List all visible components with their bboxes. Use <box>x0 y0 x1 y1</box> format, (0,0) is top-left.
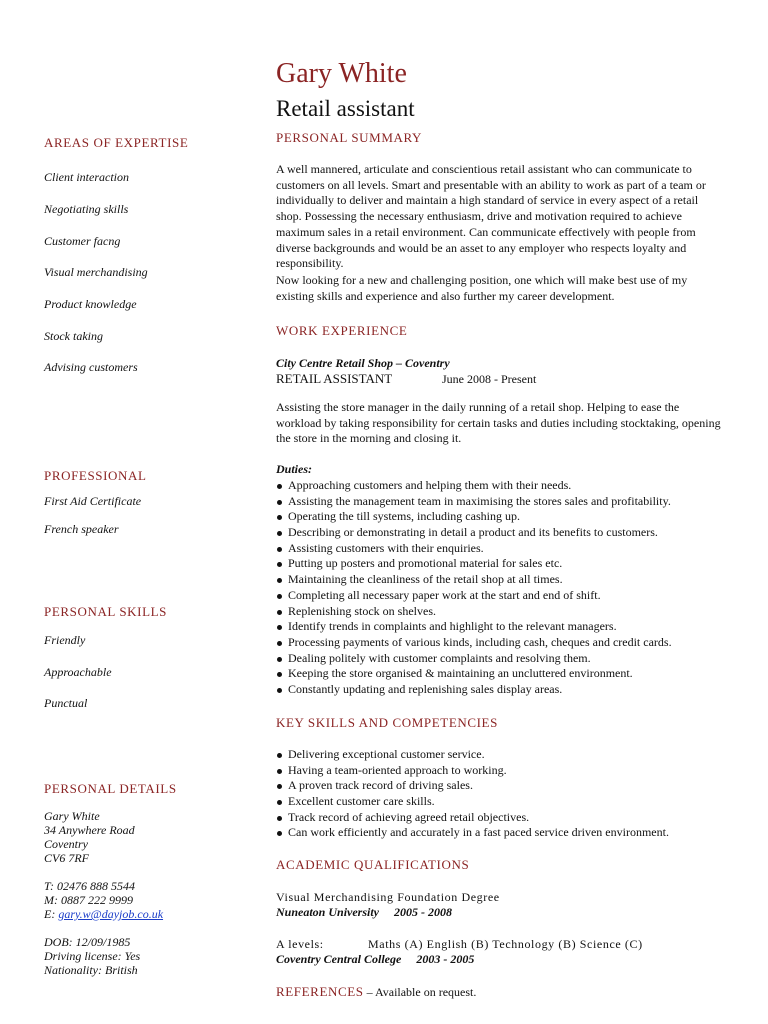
duty-item: Identify trends in complaints and highlight to the relevant managers. <box>276 619 672 635</box>
duties-list <box>276 478 672 698</box>
summary-body <box>276 162 724 304</box>
expertise-heading: AREAS OF EXPERTISE <box>44 135 189 150</box>
duty-item: Describing or demonstrating in detail a product and its benefits to customers. <box>276 525 672 541</box>
degree-name: Visual Merchandising Foundation Degree <box>276 890 500 904</box>
address-line: CV6 7RF <box>44 851 89 865</box>
nationality: Nationality: British <box>44 963 138 977</box>
duty-item: Operating the till systems, including cashing up. <box>276 509 672 525</box>
skill-item: Track record of achieving agreed retail objectives. <box>276 810 669 826</box>
personal-skills-heading: PERSONAL SKILLS <box>44 604 168 619</box>
expertise-item: Stock taking <box>44 329 103 343</box>
professional-item: First Aid Certificate <box>44 494 142 508</box>
expertise-item: Customer facng <box>44 234 121 248</box>
professional-heading: PROFESSIONAL <box>44 468 147 483</box>
work-heading: WORK EXPERIENCE <box>276 323 408 338</box>
skills-list <box>276 747 669 841</box>
skill-item: Having a team-oriented approach to working. <box>276 763 669 779</box>
email-label: E: <box>44 907 56 921</box>
address-line: Coventry <box>44 837 88 851</box>
summary-paragraph: Now looking for a new and challenging position, one which will make best use of my existing skills and experience and also further my career development. <box>276 272 688 303</box>
university: Nuneaton University 2005 - 2008 <box>276 905 453 919</box>
summary-paragraph: A well mannered, articulate and conscientious retail assistant who can communicate to customers on all levels. Smart and presentable with an ability to work as part of a team or individually to deliver and maintain a high standard of service in every aspect of a retail shop. Possessing the necessary enthusiasm, drive and motivation required to achieve maximum sales in a retail environment. Can communicate effectively with people from diverse backgrounds and would be an asset to any employer who respects loyalty and responsibility. <box>276 162 706 271</box>
email-row <box>44 907 163 921</box>
references-row <box>276 984 476 1000</box>
duty-item: Replenishing stock on shelves. <box>276 604 672 620</box>
duty-item: Assisting customers with their enquiries. <box>276 541 672 557</box>
dob: DOB: 12/09/1985 <box>44 935 131 949</box>
duties-heading: Duties: <box>276 462 312 476</box>
skill-item: Delivering exceptional customer service. <box>276 747 669 763</box>
duty-item: Putting up posters and promotional material for sales etc. <box>276 556 672 572</box>
expertise-item: Advising customers <box>44 360 138 374</box>
duty-item: Dealing politely with customer complaints and resolving them. <box>276 651 672 667</box>
phone-t: T: 02476 888 5544 <box>44 879 136 893</box>
personal-skill-item: Friendly <box>44 633 86 647</box>
address-line: Gary White <box>44 809 100 823</box>
duty-item: Processing payments of various kinds, including cash, cheques and credit cards. <box>276 635 672 651</box>
personal-details-heading: PERSONAL DETAILS <box>44 781 177 796</box>
skill-item: A proven track record of driving sales. <box>276 778 669 794</box>
candidate-name: Gary White <box>276 58 407 89</box>
duty-item: Maintaining the cleanliness of the retail shop at all times. <box>276 572 672 588</box>
alevels-label: A levels: <box>276 937 324 951</box>
email-link[interactable]: gary.w@dayjob.co.uk <box>58 907 164 921</box>
expertise-item: Product knowledge <box>44 297 137 311</box>
phone-m: M: 0887 222 9999 <box>44 893 133 907</box>
duty-item: Constantly updating and replenishing sales display areas. <box>276 682 672 698</box>
duty-item: Approaching customers and helping them with their needs. <box>276 478 672 494</box>
job-title: Retail assistant <box>276 96 415 121</box>
address-line: 34 Anywhere Road <box>44 823 135 837</box>
skills-heading: KEY SKILLS AND COMPETENCIES <box>276 715 498 730</box>
professional-item: French speaker <box>44 522 119 536</box>
alevels-subjects: Maths (A) English (B) Technology (B) Science (C) <box>368 937 643 951</box>
personal-skill-item: Punctual <box>44 696 88 710</box>
duty-item: Keeping the store organised & maintaining an uncluttered environment. <box>276 666 672 682</box>
company-name: City Centre Retail Shop – Coventry <box>276 356 450 370</box>
college: Coventry Central College 2003 - 2005 <box>276 952 475 966</box>
expertise-item: Client interaction <box>44 170 129 184</box>
skill-item: Excellent customer care skills. <box>276 794 669 810</box>
driving-license: Driving license: Yes <box>44 949 141 963</box>
summary-heading: PERSONAL SUMMARY <box>276 130 423 145</box>
expertise-item: Negotiating skills <box>44 202 129 216</box>
duty-item: Assisting the management team in maximising the stores sales and profitability. <box>276 494 672 510</box>
personal-skill-item: Approachable <box>44 665 112 679</box>
references-text: – Available on request. <box>366 985 477 999</box>
skill-item: Can work efficiently and accurately in a fast paced service driven environment. <box>276 825 669 841</box>
references-heading: REFERENCES <box>276 984 364 999</box>
academic-heading: ACADEMIC QUALIFICATIONS <box>276 857 470 872</box>
role-title: RETAIL ASSISTANT <box>276 371 393 386</box>
role-description: Assisting the store manager in the daily running of a retail shop. Helping to ease the workload by taking responsibility for certain tasks and duties including stocktaking, opening the store in the morning and closing it. <box>276 400 721 446</box>
expertise-item: Visual merchandising <box>44 265 148 279</box>
role-dates: June 2008 - Present <box>442 372 537 386</box>
duty-item: Completing all necessary paper work at the start and end of shift. <box>276 588 672 604</box>
